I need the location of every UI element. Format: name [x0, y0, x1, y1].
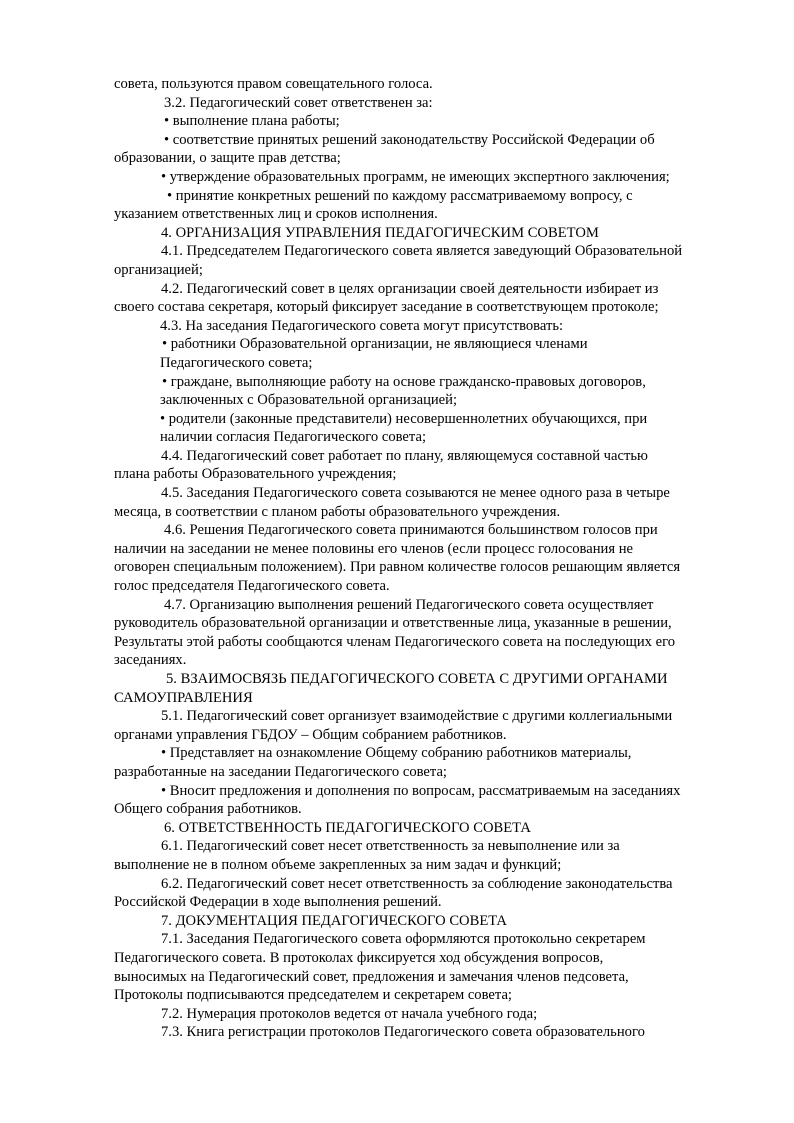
text-line: 6.1. Педагогический совет несет ответственность за невыполнение или за [161, 838, 620, 855]
text-line: заключенных с Образовательной организацией; [160, 392, 458, 409]
text-line: 5.1. Педагогический совет организует взаимодействие с другими коллегиальными [161, 708, 673, 725]
text-line: Российской Федерации в ходе выполнения решений. [114, 894, 442, 911]
text-line: • соответствие принятых решений законодательству Российской Федерации об [164, 131, 655, 148]
text-line: • Представляет на ознакомление Общему собранию работников материалы, [161, 745, 632, 762]
text-line: • принятие конкретных решений по каждому рассматриваемому вопросу, с [167, 187, 633, 204]
text-line: • работники Образовательной организации, не являющиеся членами [162, 336, 588, 353]
text-line: руководитель образовательной организации и ответственные лица, указанные в решении, [114, 615, 672, 632]
document-page [114, 75, 742, 1042]
text-line: 4. ОРГАНИЗАЦИЯ УПРАВЛЕНИЯ ПЕДАГОГИЧЕСКИМ СОВЕТОМ [161, 224, 599, 241]
text-line: заседаниях. [114, 652, 187, 669]
text-line: 4.3. На заседания Педагогического совета могут присутствовать: [160, 317, 564, 334]
text-line: 6. ОТВЕТСТВЕННОСТЬ ПЕДАГОГИЧЕСКОГО СОВЕТА [164, 819, 531, 836]
text-line: САМОУПРАВЛЕНИЯ [114, 689, 253, 706]
text-line: плана работы Образовательного учреждения; [114, 466, 397, 483]
text-line: наличии на заседании не менее половины его членов (если процесс голосования не [114, 540, 633, 557]
text-line: • утверждение образовательных программ, не имеющих экспертного заключения; [161, 168, 670, 185]
text-line: 4.1. Председателем Педагогического совета является заведующий Образовательной [161, 243, 683, 260]
text-line: 7.1. Заседания Педагогического совета оформляются протокольно секретарем [161, 931, 646, 948]
text-line: Педагогического совета; [160, 354, 313, 371]
text-line: 4.6. Решения Педагогического совета принимаются большинством голосов при [164, 522, 658, 539]
text-line: 3.2. Педагогический совет ответственен за: [164, 94, 433, 111]
text-line: образовании, о защите прав детства; [114, 150, 341, 167]
text-line: выносимых на Педагогический совет, предложения и замечания членов педсовета, [114, 968, 629, 985]
text-line: Педагогического совета. В протоколах фиксируется ход обсуждения вопросов, [114, 949, 604, 966]
text-line: Протоколы подписываются председателем и секретарем совета; [114, 987, 512, 1004]
text-line: разработанные на заседании Педагогического совета; [114, 763, 447, 780]
text-line: оговорен специальным положением). При равном количестве голосов решающим является [114, 559, 681, 576]
text-line: 7.3. Книга регистрации протоколов Педагогического совета образовательного [161, 1024, 645, 1041]
text-line: 7.2. Нумерация протоколов ведется от начала учебного года; [161, 1005, 538, 1022]
text-line: • граждане, выполняющие работу на основе гражданско-правовых договоров, [162, 373, 646, 390]
text-line: совета, пользуются правом совещательного голоса. [114, 76, 433, 92]
text-line: голос председателя Педагогического совета. [114, 578, 390, 595]
text-line: 4.2. Педагогический совет в целях организации своей деятельности избирает из [161, 280, 659, 297]
text-line: Результаты этой работы сообщаются членам Педагогического совета на последующих его [114, 633, 676, 650]
text-line: указанием ответственных лиц и сроков исполнения. [114, 206, 438, 223]
text-line: своего состава секретаря, который фиксирует заседание в соответствующем протоколе; [114, 299, 659, 316]
text-line: • Вносит предложения и дополнения по вопросам, рассматриваемым на заседаниях [161, 782, 681, 799]
text-line: • выполнение плана работы; [164, 113, 340, 130]
text-line: выполнение не в полном объеме закрепленных за ним задач и функций; [114, 856, 562, 873]
text-line: 5. ВЗАИМОСВЯЗЬ ПЕДАГОГИЧЕСКОГО СОВЕТА С ДРУГИМИ ОРГАНАМИ [166, 671, 668, 687]
text-line: наличии согласия Педагогического совета; [160, 429, 427, 446]
text-line: Общего собрания работников. [114, 801, 302, 818]
text-line: 7. ДОКУМЕНТАЦИЯ ПЕДАГОГИЧЕСКОГО СОВЕТА [161, 912, 507, 929]
text-line: 4.4. Педагогический совет работает по плану, являющемуся составной частью [161, 447, 648, 464]
text-line: организацией; [114, 261, 203, 278]
text-line: органами управления ГБДОУ – Общим собранием работников. [114, 726, 507, 743]
text-line: 4.5. Заседания Педагогического совета созываются не менее одного раза в четыре [161, 485, 670, 502]
text-line: 4.7. Организацию выполнения решений Педагогического совета осуществляет [164, 596, 654, 613]
text-line: месяца, в соответствии с планом работы образовательного учреждения. [114, 503, 561, 520]
text-line: 6.2. Педагогический совет несет ответственность за соблюдение законодательства [161, 875, 673, 892]
text-line: • родители (законные представители) несовершеннолетних обучающихся, при [160, 410, 648, 427]
